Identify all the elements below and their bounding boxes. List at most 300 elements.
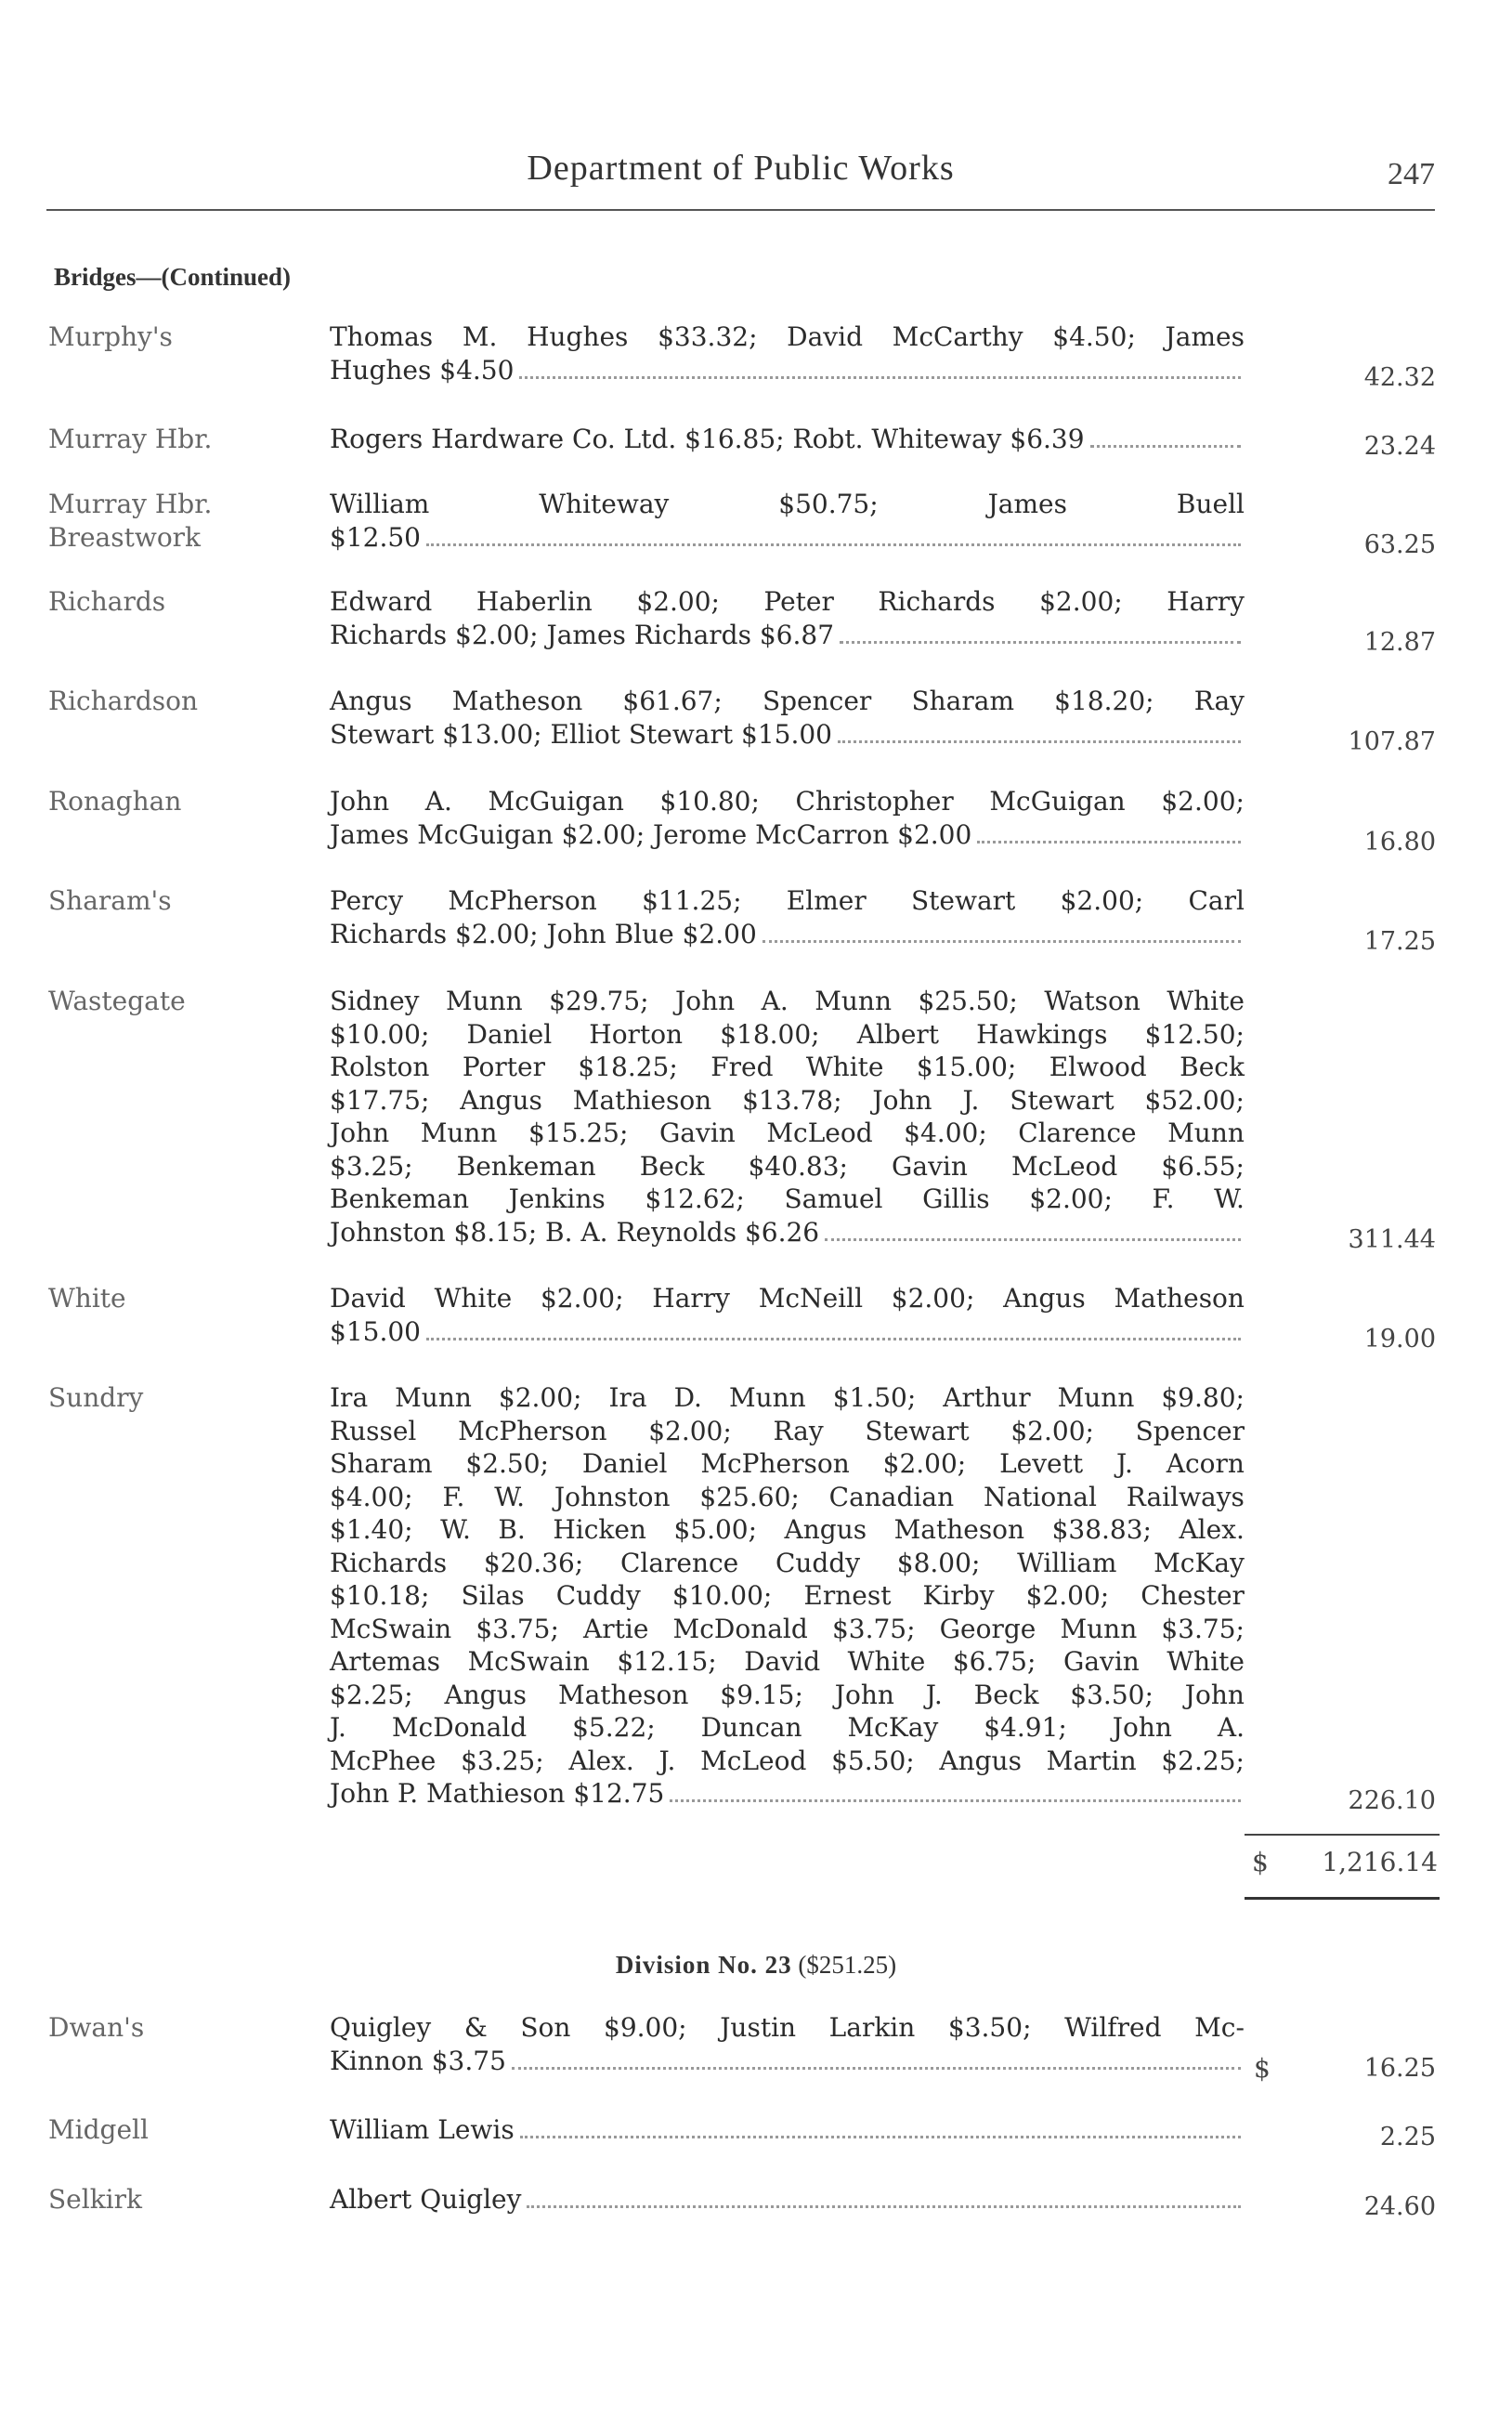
description-word: Benkeman <box>330 1183 469 1214</box>
description-word: McKay <box>1154 1547 1245 1578</box>
description-line <box>330 884 1245 918</box>
entry-place <box>48 585 308 619</box>
description-word: William <box>1017 1547 1117 1578</box>
description-text: Richards $2.00; John Blue $2.00 <box>330 918 757 949</box>
entry-place-line: Wastegate <box>48 986 186 1016</box>
description-word: $3.75; <box>831 1613 916 1644</box>
description-word: John <box>330 1118 390 1148</box>
description-word: Gavin <box>1062 1646 1140 1677</box>
description-line <box>330 2183 1245 2216</box>
description-word: $12.15; <box>617 1646 717 1677</box>
page-number: 247 <box>1388 157 1435 191</box>
description-word: Samuel <box>784 1183 883 1214</box>
entry-place <box>48 785 308 818</box>
description-word: Beck <box>1180 1052 1245 1082</box>
description-word: White <box>1167 986 1245 1016</box>
entry-place-line: Sundry <box>48 1382 144 1413</box>
description-word: Munn <box>420 1118 498 1148</box>
description-word: McSwain <box>467 1646 590 1677</box>
description-word: Artie <box>583 1613 649 1644</box>
description-word: Hicken <box>553 1514 646 1545</box>
description-word: John <box>675 986 736 1016</box>
description-word: Percy <box>330 885 404 916</box>
description-word: $10.80; <box>659 786 760 817</box>
entry-description <box>330 320 1245 386</box>
description-word: Stewart <box>1010 1084 1114 1116</box>
description-word: National <box>983 1481 1097 1512</box>
description-word: F. <box>442 1481 465 1512</box>
description-word: $2.00; <box>1010 1415 1094 1446</box>
description-line <box>330 320 1245 354</box>
division-name: Division No. 23 <box>615 1951 792 1979</box>
description-word: James <box>987 489 1067 519</box>
entry-place <box>48 884 308 918</box>
description-word: Mc- <box>1194 2012 1245 2043</box>
description-word: McGuigan <box>989 786 1126 817</box>
description-word: Larkin <box>828 2012 916 2043</box>
description-word: John <box>834 1679 894 1710</box>
entry-description <box>330 488 1245 554</box>
description-word: McSwain <box>330 1613 452 1644</box>
description-line <box>330 1579 1245 1613</box>
description-word: Gillis <box>922 1183 990 1214</box>
entry-amount: 42.32 <box>1363 362 1436 392</box>
description-line <box>330 1117 1245 1150</box>
description-word: Ray <box>1193 686 1245 716</box>
entry-place <box>48 2011 308 2045</box>
description-word: Munn <box>815 986 892 1016</box>
description-word: Sidney <box>330 986 420 1016</box>
description-text: Hughes $4.50 <box>330 354 515 386</box>
description-word: Munn <box>728 1382 806 1413</box>
description-word: A. <box>761 986 789 1016</box>
entry-place-line: Murphy's <box>48 321 173 352</box>
total-rule-bottom <box>1245 1897 1440 1900</box>
entry-amount: 19.00 <box>1363 1324 1436 1353</box>
description-word: $4.00; <box>904 1118 987 1148</box>
description-word: Porter <box>462 1052 545 1082</box>
description-word: $5.00; <box>673 1514 758 1545</box>
description-line <box>330 585 1245 619</box>
description-word: $61.67; <box>622 686 723 716</box>
description-word: McPhee <box>330 1745 437 1776</box>
description-word: $2.00; <box>1025 1580 1110 1611</box>
description-word: Angus <box>784 1514 867 1545</box>
description-word: $2.00; <box>498 1382 582 1413</box>
description-word: Artemas <box>330 1646 441 1677</box>
description-word: McLeod <box>766 1118 873 1148</box>
description-word: Horton <box>589 1018 684 1050</box>
description-word: Son <box>520 2012 571 2043</box>
entry-amount: 2.25 <box>1379 2123 1436 2151</box>
description-word: $12.62; <box>645 1183 745 1214</box>
description-word: $3.50; <box>1070 1679 1154 1710</box>
description-word: $8.00; <box>896 1547 981 1578</box>
description-word: $18.00; <box>720 1018 820 1050</box>
description-word: David <box>330 1283 406 1314</box>
description-word: Sharam <box>911 686 1015 716</box>
description-word: Watson <box>1044 986 1141 1016</box>
description-word: White <box>805 1052 884 1082</box>
description-line <box>330 1481 1245 1514</box>
entry-amount: 24.60 <box>1363 2192 1436 2221</box>
description-word: W. <box>494 1481 526 1512</box>
description-line <box>330 354 1245 387</box>
description-word: James <box>1165 321 1245 352</box>
description-line <box>330 1282 1245 1315</box>
description-word: Hawkings <box>976 1018 1108 1050</box>
description-word: Mathieson <box>572 1084 712 1116</box>
entry-place-line: Richardson <box>48 686 199 716</box>
description-line <box>330 1513 1245 1547</box>
entry-place-line: Dwan's <box>48 2012 145 2043</box>
description-word: Clarence <box>1018 1118 1137 1148</box>
description-word: Stewart <box>911 885 1016 916</box>
entry-amount: 12.87 <box>1363 627 1436 657</box>
description-word: $52.00; <box>1144 1084 1245 1116</box>
entry-place <box>48 685 308 718</box>
description-word: $25.50; <box>918 986 1018 1016</box>
section-heading: Bridges—(Continued) <box>54 263 292 291</box>
entry-place-line: Richards <box>48 586 166 617</box>
description-word: Alex. <box>568 1745 634 1776</box>
description-word: Beck <box>639 1150 705 1182</box>
description-line <box>330 1645 1245 1679</box>
description-word: Clarence <box>619 1547 739 1578</box>
description-word: $2.00; <box>648 1415 732 1446</box>
entry-place <box>48 1381 308 1415</box>
description-word: McLeod <box>700 1745 807 1776</box>
description-word: $2.00; <box>540 1283 624 1314</box>
entry-amount: 63.25 <box>1363 530 1436 559</box>
description-text: $12.50 <box>330 521 421 553</box>
description-word: Gavin <box>658 1118 736 1148</box>
description-word: $2.00; <box>1161 786 1245 817</box>
description-word: $15.00; <box>916 1052 1017 1082</box>
description-word: Levett <box>999 1448 1084 1479</box>
description-word: J. <box>962 1084 980 1116</box>
description-word: Rolston <box>330 1052 430 1082</box>
description-word: $20.36; <box>483 1547 584 1578</box>
dot-leader <box>520 2136 1241 2138</box>
total-rule-top <box>1245 1834 1440 1836</box>
description-word: Ray <box>773 1415 824 1446</box>
description-word: J. <box>1115 1448 1133 1479</box>
description-word: Silas <box>461 1580 525 1611</box>
description-word: & <box>463 2012 488 2043</box>
description-word: Wilfred <box>1064 2012 1162 2043</box>
entry-place <box>48 2113 308 2147</box>
description-line <box>330 1777 1245 1811</box>
description-word: $2.00; <box>1029 1183 1113 1214</box>
total-currency: $ <box>1252 1847 1269 1877</box>
description-text: John P. Mathieson $12.75 <box>330 1778 665 1809</box>
description-word: J. <box>658 1745 676 1776</box>
description-line <box>330 1547 1245 1580</box>
description-word: Beck <box>973 1679 1039 1710</box>
description-word: $25.60; <box>699 1481 800 1512</box>
description-word: Stewart <box>865 1415 970 1446</box>
description-word: $13.78; <box>742 1084 842 1116</box>
description-word: John <box>330 786 390 817</box>
page-header <box>46 144 1435 211</box>
description-word: Elwood <box>1049 1052 1147 1082</box>
description-word: Thomas <box>330 321 434 352</box>
description-word: Jenkins <box>508 1183 606 1214</box>
description-word: McLeod <box>1010 1150 1118 1182</box>
description-word: A. <box>1217 1712 1245 1743</box>
description-word: Matheson <box>557 1679 689 1710</box>
dot-leader <box>519 376 1241 379</box>
dot-leader <box>512 2067 1241 2070</box>
total-value: 1,216.14 <box>1322 1847 1438 1877</box>
dot-leader <box>527 2205 1241 2208</box>
description-word: Railways <box>1126 1481 1245 1512</box>
dot-leader <box>840 641 1241 644</box>
description-word: McGuigan <box>488 786 624 817</box>
section-total <box>1235 1830 1440 1895</box>
description-word: Spencer <box>762 686 872 716</box>
dot-leader <box>426 1338 1241 1340</box>
description-line <box>330 619 1245 652</box>
description-word: $18.20; <box>1054 686 1154 716</box>
page-title: Department of Public Works <box>527 149 955 188</box>
dot-leader <box>763 940 1241 943</box>
description-line <box>330 1216 1245 1249</box>
description-word: $3.25; <box>330 1150 413 1182</box>
description-word: Russel <box>330 1415 417 1446</box>
entry-place-line: Murray Hbr. <box>48 424 213 454</box>
description-word: $2.25; <box>330 1679 413 1710</box>
description-text: $15.00 <box>330 1315 421 1347</box>
description-word: Haberlin <box>476 586 593 617</box>
entry-place-line: Breastwork <box>48 522 202 553</box>
description-line <box>330 1745 1245 1778</box>
description-word: $11.25; <box>642 885 742 916</box>
description-word: Matheson <box>451 686 583 716</box>
description-word: W. <box>1214 1183 1245 1214</box>
entry-description <box>330 423 1245 456</box>
description-word: Ira <box>330 1382 369 1413</box>
description-line <box>330 918 1245 951</box>
description-line <box>330 1447 1245 1481</box>
description-word: John <box>1112 1712 1172 1743</box>
entry-amount: 23.24 <box>1363 432 1436 461</box>
description-word: Munn <box>1057 1382 1135 1413</box>
description-word: $2.00; <box>891 1283 975 1314</box>
description-text: William Lewis <box>330 2114 515 2145</box>
description-word: McDonald <box>672 1613 808 1644</box>
description-word: Munn <box>1060 1613 1138 1644</box>
description-word: Angus <box>1003 1283 1086 1314</box>
description-word: Arthur <box>943 1382 1031 1413</box>
description-word: McNeill <box>758 1283 864 1314</box>
entry-amount: 226.10 <box>1348 1786 1436 1815</box>
description-line <box>330 1679 1245 1712</box>
description-word: J. <box>925 1679 943 1710</box>
dot-leader <box>670 1799 1241 1802</box>
description-word: $17.75; <box>330 1084 430 1116</box>
description-line <box>330 1018 1245 1052</box>
entry-description <box>330 2113 1245 2147</box>
description-line <box>330 718 1245 752</box>
description-word: McPherson <box>700 1448 850 1479</box>
description-word: George <box>939 1613 1036 1644</box>
entry-place-line: Selkirk <box>48 2184 142 2215</box>
description-word: Sharam <box>330 1448 433 1479</box>
description-word: William <box>330 489 430 519</box>
description-word: Johnston <box>554 1481 671 1512</box>
entry-place-line: White <box>48 1283 126 1314</box>
description-word: $1.50; <box>832 1382 917 1413</box>
description-word: Edward <box>330 586 433 617</box>
entry-place-line: Murray Hbr. <box>48 489 213 519</box>
description-word: Fred <box>710 1052 774 1082</box>
description-line <box>330 1711 1245 1745</box>
description-word: $2.25; <box>1161 1745 1245 1776</box>
description-line <box>330 1613 1245 1646</box>
dot-leader <box>1090 445 1241 448</box>
description-word: McCarthy <box>892 321 1023 352</box>
entry-description <box>330 685 1245 751</box>
description-word: John <box>872 1084 932 1116</box>
description-word: White <box>847 1646 926 1677</box>
description-line <box>330 2113 1245 2147</box>
description-word: $10.18; <box>330 1580 430 1611</box>
description-line <box>330 423 1245 456</box>
description-word: $12.50; <box>1144 1018 1245 1050</box>
description-word: $3.25; <box>461 1745 544 1776</box>
entry-amount: 107.87 <box>1348 726 1436 756</box>
description-line <box>330 488 1245 521</box>
entry-place <box>48 320 308 354</box>
entry-place <box>48 1282 308 1315</box>
description-word: $18.25; <box>578 1052 678 1082</box>
description-word: D. <box>673 1382 702 1413</box>
description-word: $33.32; <box>658 321 758 352</box>
description-word: $2.00; <box>636 586 720 617</box>
description-word: $29.75; <box>549 986 649 1016</box>
description-word: Buell <box>1176 489 1245 519</box>
description-word: David <box>787 321 863 352</box>
description-word: $40.83; <box>748 1150 848 1182</box>
description-word: A. <box>424 786 452 817</box>
description-word: McPherson <box>458 1415 607 1446</box>
description-word: F. <box>1152 1183 1175 1214</box>
description-line <box>330 685 1245 718</box>
entry-description <box>330 585 1245 651</box>
description-word: Angus <box>444 1679 528 1710</box>
description-word: Daniel <box>466 1018 553 1050</box>
description-word: $3.50; <box>947 2012 1032 2043</box>
description-word: Albert <box>856 1018 940 1050</box>
description-text: Stewart $13.00; Elliot Stewart $15.00 <box>330 718 832 750</box>
description-word: Benkeman <box>456 1150 596 1182</box>
description-word: $9.80; <box>1161 1382 1245 1413</box>
description-word: Cuddy <box>775 1547 861 1578</box>
description-word: $6.75; <box>952 1646 1036 1677</box>
description-line <box>330 1183 1245 1216</box>
description-word: Kirby <box>922 1580 995 1611</box>
entry-place-line: Midgell <box>48 2114 149 2145</box>
description-word: $3.75; <box>476 1613 559 1644</box>
description-word: Harry <box>1167 586 1245 617</box>
dot-leader <box>426 543 1241 546</box>
description-word: $4.00; <box>330 1481 413 1512</box>
description-line <box>330 1315 1245 1349</box>
description-word: $10.00; <box>671 1580 773 1611</box>
description-line <box>330 985 1245 1018</box>
description-line <box>330 1150 1245 1183</box>
description-word: J. <box>330 1712 346 1743</box>
description-word: $9.00; <box>604 2012 687 2043</box>
description-word: Whiteway <box>539 489 670 519</box>
dot-leader <box>825 1238 1241 1241</box>
description-word: Christopher <box>795 786 954 817</box>
description-word: $2.50; <box>465 1448 549 1479</box>
description-text: Richards $2.00; James Richards $6.87 <box>330 619 835 650</box>
description-word: Acorn <box>1166 1448 1245 1479</box>
entry-description <box>330 2011 1245 2077</box>
description-word: $2.00; <box>1039 586 1123 617</box>
division-heading <box>0 1951 1512 1980</box>
description-word: Richards <box>878 586 996 617</box>
entry-amount: 16.80 <box>1363 827 1436 856</box>
description-word: John <box>1184 1679 1245 1710</box>
entry-amount: 311.44 <box>1348 1224 1436 1254</box>
description-word: $10.00; <box>330 1018 430 1050</box>
description-word: Matheson <box>893 1514 1025 1545</box>
entry-description <box>330 1282 1245 1348</box>
description-word: Alex. <box>1179 1514 1245 1545</box>
description-word: $9.15; <box>720 1679 803 1710</box>
entry-description <box>330 1381 1245 1811</box>
description-word: Munn <box>395 1382 472 1413</box>
description-text: James McGuigan $2.00; Jerome McCarron $2.00 <box>330 818 972 850</box>
description-word: Daniel <box>581 1448 668 1479</box>
description-word: $5.50; <box>831 1745 915 1776</box>
description-word: Angus <box>939 1745 1022 1776</box>
description-word: Gavin <box>892 1150 968 1182</box>
description-text: Johnston $8.15; B. A. Reynolds $6.26 <box>330 1216 820 1248</box>
description-word: $2.00; <box>1060 885 1144 916</box>
description-word: Munn <box>1167 1118 1245 1148</box>
division-amount: ($251.25) <box>798 1951 897 1979</box>
entry-description <box>330 884 1245 950</box>
description-word: Carl <box>1188 885 1245 916</box>
description-word: McDonald <box>391 1712 528 1743</box>
entry-place <box>48 2183 308 2216</box>
description-word: Angus <box>460 1084 542 1116</box>
description-word: $15.25; <box>528 1118 629 1148</box>
description-word: W. <box>440 1514 471 1545</box>
description-text: Rogers Hardware Co. Ltd. $16.85; Robt. Whiteway $6.39 <box>330 424 1085 454</box>
description-line <box>330 1084 1245 1118</box>
description-word: Duncan <box>700 1712 802 1743</box>
description-word: $1.40; <box>330 1514 413 1545</box>
entry-description <box>330 985 1245 1249</box>
entry-description <box>330 785 1245 851</box>
description-word: $5.22; <box>572 1712 656 1743</box>
description-line <box>330 818 1245 852</box>
description-word: Angus <box>330 686 412 716</box>
description-word: Harry <box>652 1283 730 1314</box>
description-word: Spencer <box>1135 1415 1245 1446</box>
description-word: $4.91; <box>984 1712 1067 1743</box>
description-line <box>330 2011 1245 2045</box>
description-word: B. <box>498 1514 526 1545</box>
dot-leader <box>977 841 1241 843</box>
